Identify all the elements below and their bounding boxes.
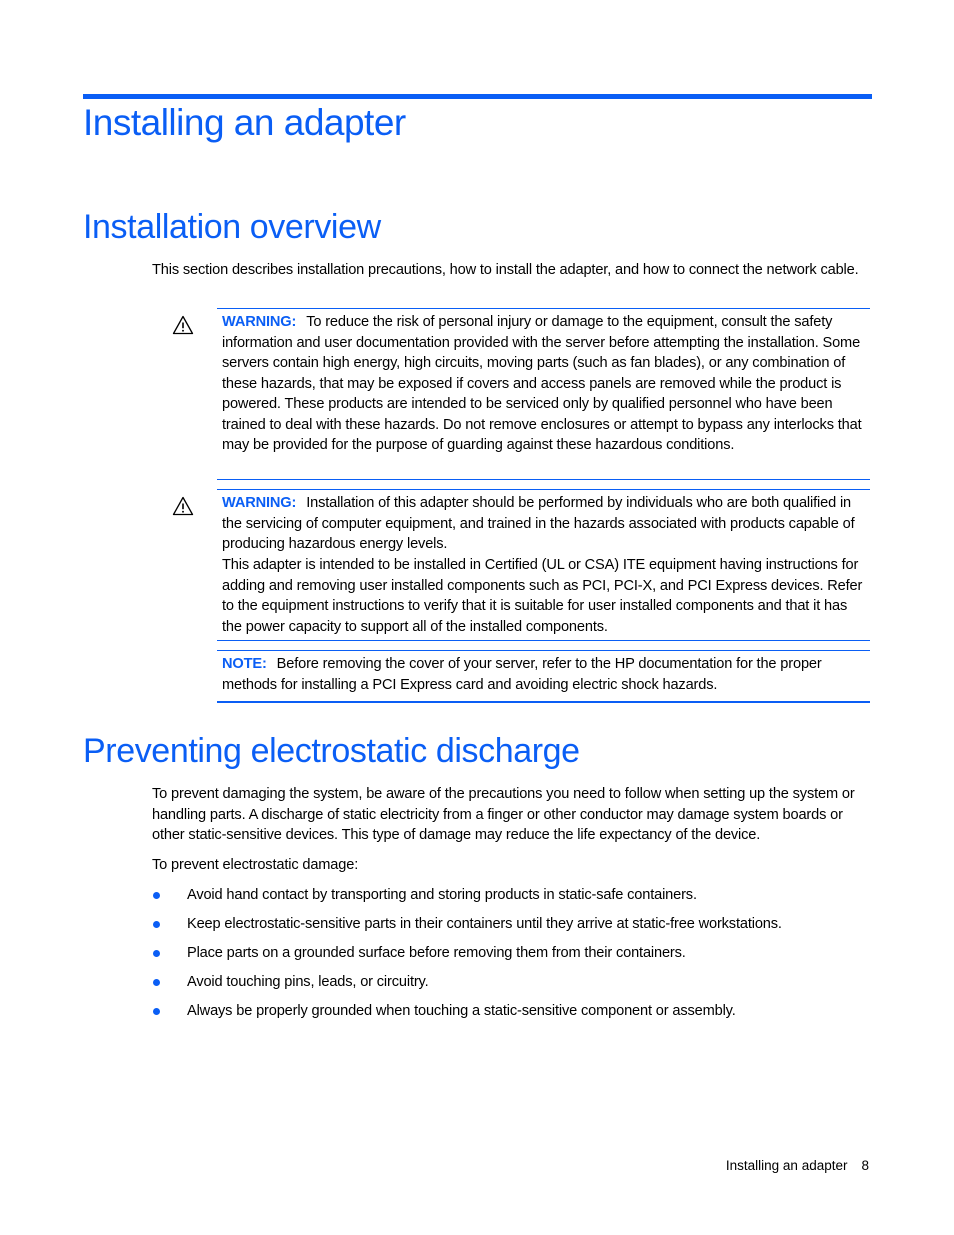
section-title-esd: Preventing electrostatic discharge (83, 732, 580, 770)
warning-triangle-icon (172, 315, 194, 335)
warning-notice-2 (222, 493, 870, 555)
warning-notice-1 (222, 312, 870, 456)
bullet-dot-icon (153, 921, 160, 928)
esd-lead: To prevent electrostatic damage: (152, 857, 359, 873)
warning-label: WARNING: (222, 314, 297, 330)
esd-intro: To prevent damaging the system, be aware of the precautions you need to follow when setting up the system or handling parts. A discharge of static electricity from a finger or other conductor may damage system boards or other static-sensitive devices. This type of damage may reduce the life expectancy of the device. (152, 786, 855, 843)
section-title-overview: Installation overview (83, 208, 381, 246)
overview-intro: This section describes installation precautions, how to install the adapter, and how to connect the network cable. (152, 262, 859, 278)
bullet-dot-icon (153, 979, 160, 986)
list-item (152, 914, 872, 943)
bullet-dot-icon (153, 892, 160, 899)
warning-label: WARNING: (222, 495, 297, 511)
list-item-text: Avoid touching pins, leads, or circuitry. (187, 974, 429, 990)
bullet-dot-icon (153, 1008, 160, 1015)
warning-text: To reduce the risk of personal injury or damage to the equipment, consult the safety information and user documentation provided with the server before attempting the installation. Some servers contain high energy, high circuits, moving parts (such as fan blades), or any combination of these hazards, that may be exposed if covers and access panels are removed while the product is powered. These products are intended to be serviced only by qualified personnel who have been trained to deal with these hazards. Do not remove enclosures or attempt to bypass any interlocks that may be provided for the purpose of guarding against these hazardous conditions. (222, 314, 862, 453)
list-item-text: Place parts on a grounded surface before removing them from their containers. (187, 945, 686, 961)
list-item-text: Avoid hand contact by transporting and storing products in static-safe containers. (187, 887, 697, 903)
notice-rule (217, 650, 870, 651)
note-text: Before removing the cover of your server, refer to the HP documentation for the proper methods for installing a PCI Express card and avoiding electric shock hazards. (222, 656, 822, 693)
page-number: 8 (861, 1158, 869, 1173)
list-item (152, 943, 872, 972)
bullet-dot-icon (153, 950, 160, 957)
page-footer (726, 1158, 869, 1173)
chapter-top-rule (83, 94, 872, 99)
list-item-text: Always be properly grounded when touching a static-sensitive component or assembly. (187, 1003, 736, 1019)
list-item (152, 885, 872, 914)
warning-text: Installation of this adapter should be performed by individuals who are both qualified in the servicing of computer equipment, and trained in the hazards associated with products capable of producing hazardous energy levels. (222, 495, 855, 552)
notice-rule (217, 640, 870, 641)
notice-rule (217, 308, 870, 309)
list-item-text: Keep electrostatic-sensitive parts in their containers until they arrive at static-free workstations. (187, 916, 782, 932)
notice-rule (217, 489, 870, 490)
list-item (152, 1001, 872, 1030)
note-label: NOTE: (222, 656, 267, 672)
note-notice (222, 654, 870, 695)
warning-triangle-icon (172, 496, 194, 516)
notice-rule (217, 701, 870, 703)
warning-text-continued: This adapter is intended to be installed in Certified (UL or CSA) ITE equipment having instructions for adding and removing user installed components such as PCI, PCI-X, and PCI Express devices. Refer to the equipment instructions to verify that it is suitable for user installed components and that it has the power capacity to support all of the installed components. (222, 557, 863, 635)
notice-rule (217, 479, 870, 480)
list-item (152, 972, 872, 1001)
esd-bullet-list (152, 885, 872, 1030)
chapter-title: Installing an adapter (83, 102, 406, 143)
footer-section-title: Installing an adapter (725, 1158, 848, 1173)
